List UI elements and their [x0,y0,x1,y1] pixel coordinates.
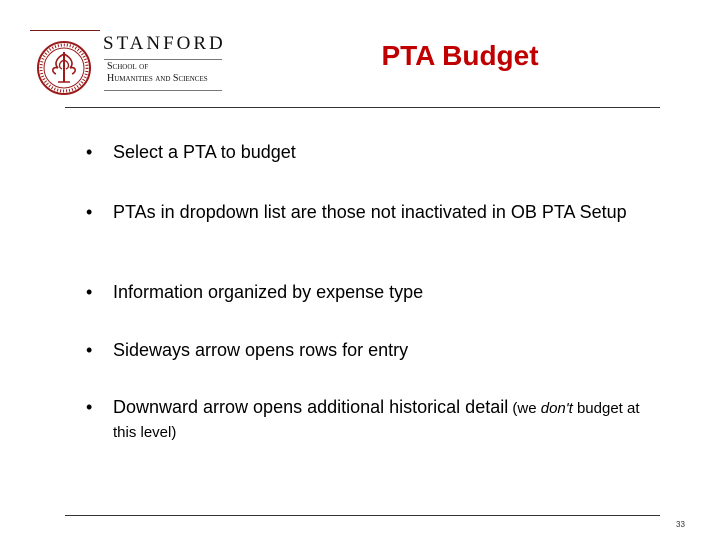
bullet-note-start: (we [508,400,541,417]
bullet-symbol: • [86,202,93,222]
bullet-item [86,201,646,223]
bullet-item [86,141,646,163]
logo-bottom-rule [104,90,222,91]
logo-school-line-2: Humanities and Sciences [107,73,208,84]
slide-title: PTA Budget [381,40,539,71]
bullet-text: PTAs in dropdown list are those not inactivated in OB PTA Setup [113,202,627,222]
logo-school-name [107,61,208,85]
bullet-text: Sideways arrow opens rows for entry [113,340,409,360]
bullet-item [86,396,646,444]
stanford-seal-icon [34,40,94,96]
footer-divider [65,515,660,516]
logo-wordmark: STANFORD [103,33,226,54]
bullet-symbol: • [86,340,93,360]
bullet-text: Select a PTA to budget [113,142,296,162]
bullet-item [86,281,646,303]
bullet-item [86,339,646,361]
logo-divider [104,59,222,60]
bullet-text [113,396,646,444]
logo-school-line-1: School of [107,61,149,72]
bullet-main-text: Downward arrow opens additional historical detail [113,397,509,417]
page-number: 33 [676,520,685,529]
bullet-symbol: • [86,282,93,302]
bullet-note-italic: don't [540,400,573,417]
header-divider [65,107,660,108]
bullet-symbol: • [86,142,93,162]
bullet-note-end: budget at this level) [113,400,640,441]
logo-top-rule [30,30,100,31]
bullet-symbol: • [86,397,93,417]
bullet-text: Information organized by expense type [113,282,424,302]
